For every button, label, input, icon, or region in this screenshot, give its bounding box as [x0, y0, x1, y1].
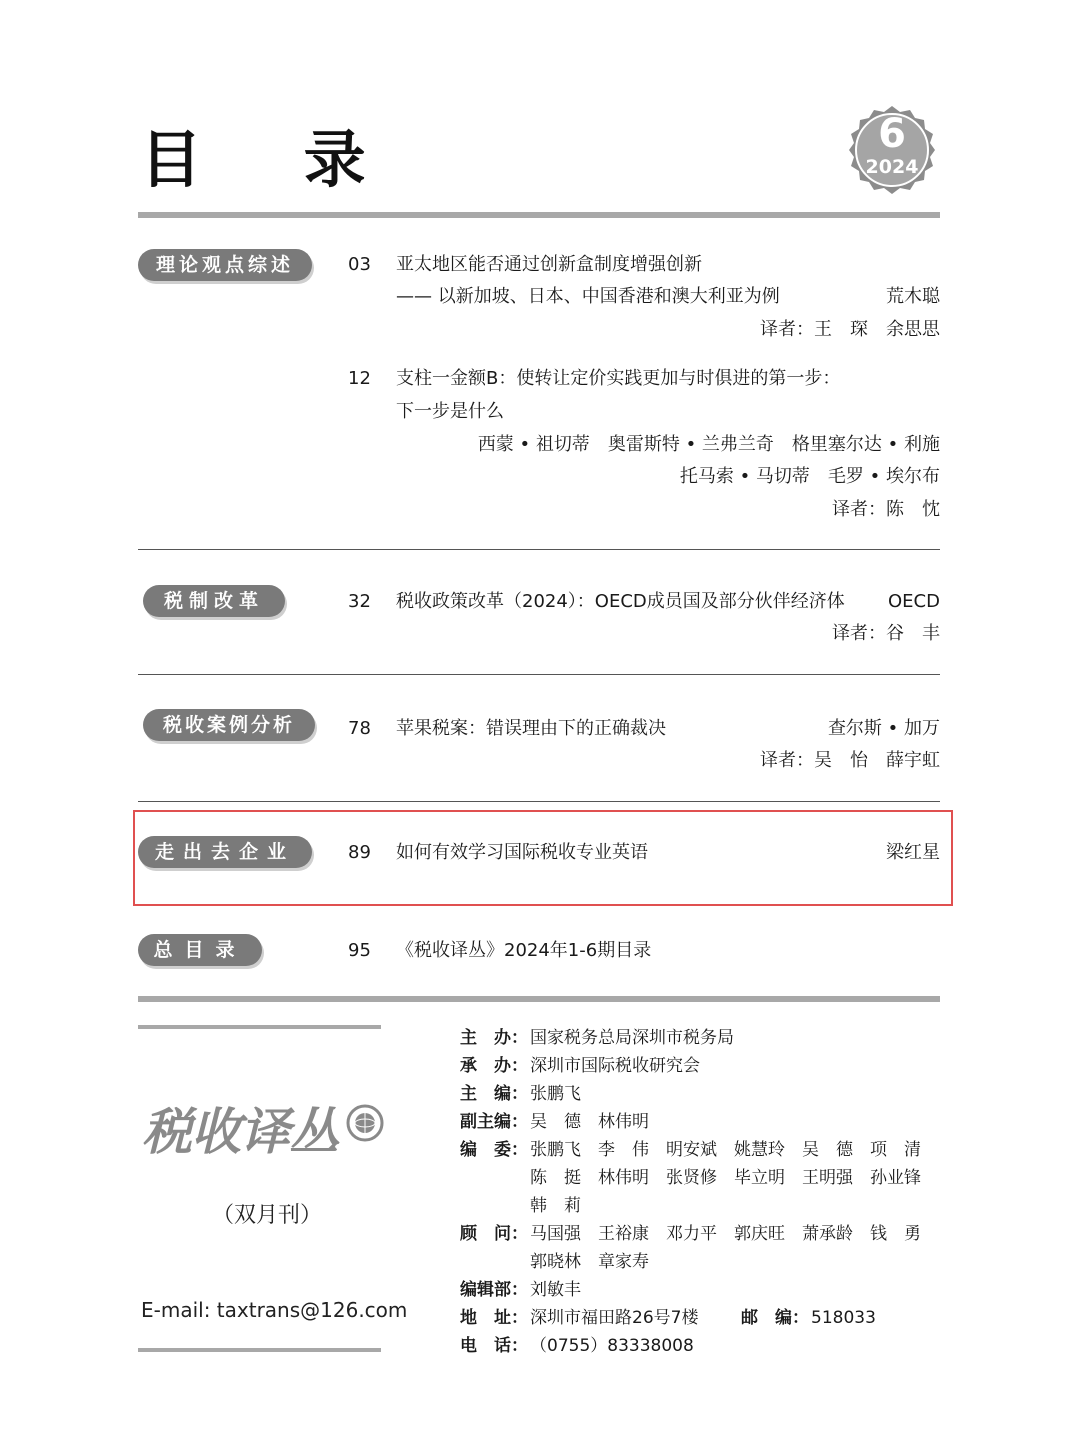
section-label-index: 总目录	[138, 934, 262, 966]
masthead-value: 郭晓林 章家寿	[530, 1252, 649, 1272]
article-title[interactable]: 如何有效学习国际税收专业英语	[396, 842, 648, 863]
article-authors: 西蒙 • 祖切蒂 奥雷斯特 • 兰弗兰奇 格里塞尔达 • 利施	[477, 434, 940, 455]
masthead-label: 邮 编：	[741, 1308, 809, 1328]
masthead-value: （0755）83338008	[530, 1336, 694, 1356]
section-divider	[138, 674, 940, 675]
masthead-label: 承 办：	[460, 1056, 528, 1076]
article-title[interactable]: 亚太地区能否通过创新盒制度增强创新	[396, 254, 702, 275]
masthead-value: 国家税务总局深圳市税务局	[530, 1028, 734, 1048]
article-page: 78	[348, 718, 371, 739]
article-title[interactable]: 《税收译丛》2024年1-6期目录	[396, 940, 652, 961]
masthead-value: 马国强 王裕康 邓力平 郭庆旺 萧承龄 钱 勇	[530, 1224, 921, 1244]
globe-icon	[346, 1104, 384, 1142]
article-page: 12	[348, 368, 371, 389]
article-page: 32	[348, 591, 371, 612]
article-title-continued: 下一步是什么	[396, 401, 504, 422]
masthead-value: 张鹏飞 李 伟 明安斌 姚慧玲 吴 德 项 清	[530, 1140, 921, 1160]
article-translators: 译者：陈 忱	[832, 499, 940, 520]
brand-rule-bottom	[138, 1348, 381, 1352]
masthead-label: 主 办：	[460, 1028, 528, 1048]
article-page: 95	[348, 940, 371, 961]
page-title: 目 录	[140, 123, 406, 196]
section-divider	[138, 801, 940, 802]
journal-logo: 税收译丛	[142, 1103, 338, 1161]
issue-year: 2024	[865, 156, 919, 178]
section-label-case-analysis: 税收案例分析	[143, 709, 315, 741]
article-author: OECD	[888, 591, 940, 612]
masthead-label: 顾 问：	[460, 1224, 528, 1244]
masthead-value: 深圳市国际税收研究会	[530, 1056, 700, 1076]
section-label-tax-reform: 税制改革	[143, 585, 285, 617]
brand-rule-top	[138, 1025, 381, 1029]
article-author: 荒木聪	[886, 286, 940, 307]
journal-email[interactable]: E-mail: taxtrans@126.com	[141, 1298, 408, 1322]
article-subtitle: —— 以新加坡、日本、中国香港和澳大利亚为例	[396, 286, 780, 307]
article-page: 89	[348, 842, 371, 863]
issue-badge	[842, 104, 942, 196]
section-divider	[138, 549, 940, 550]
masthead-value: 韩 莉	[530, 1196, 581, 1216]
masthead-value: 刘敏丰	[530, 1280, 581, 1300]
footer-divider	[138, 996, 940, 1002]
article-author: 查尔斯 • 加万	[827, 718, 940, 739]
article-title[interactable]: 苹果税案：错误理由下的正确裁决	[396, 718, 666, 739]
masthead-value: 518033	[811, 1308, 876, 1328]
article-authors: 托马索 • 马切蒂 毛罗 • 埃尔布	[679, 466, 940, 487]
masthead-value: 陈 挺 林伟明 张贤修 毕立明 王明强 孙业锋	[530, 1168, 921, 1188]
masthead-label: 编 委：	[460, 1140, 528, 1160]
masthead-label: 主 编：	[460, 1084, 528, 1104]
journal-frequency: （双月刊）	[212, 1203, 323, 1228]
section-label-going-global: 走出去企业	[138, 836, 312, 868]
masthead-value: 张鹏飞	[530, 1084, 581, 1104]
masthead-label: 编辑部：	[460, 1280, 528, 1300]
article-translators: 译者：王 琛 余思思	[760, 319, 940, 340]
masthead-label: 副主编：	[460, 1112, 528, 1132]
article-title[interactable]: 税收政策改革（2024）：OECD成员国及部分伙伴经济体	[396, 591, 845, 612]
masthead-value: 深圳市福田路26号7楼	[530, 1308, 699, 1328]
masthead-value: 吴 德 林伟明	[530, 1112, 649, 1132]
article-page: 03	[348, 254, 371, 275]
article-author: 梁红星	[886, 842, 940, 863]
masthead-label: 电 话：	[460, 1336, 528, 1356]
issue-number: 6	[878, 111, 906, 157]
article-title[interactable]: 支柱一金额B：使转让定价实践更加与时俱进的第一步：	[396, 368, 841, 389]
section-label-theory: 理论观点综述	[138, 249, 312, 281]
article-translators: 译者：谷 丰	[832, 623, 940, 644]
header-divider	[138, 212, 940, 218]
masthead-label: 地 址：	[460, 1308, 528, 1328]
article-translators: 译者：吴 怡 薛宇虹	[760, 750, 940, 771]
